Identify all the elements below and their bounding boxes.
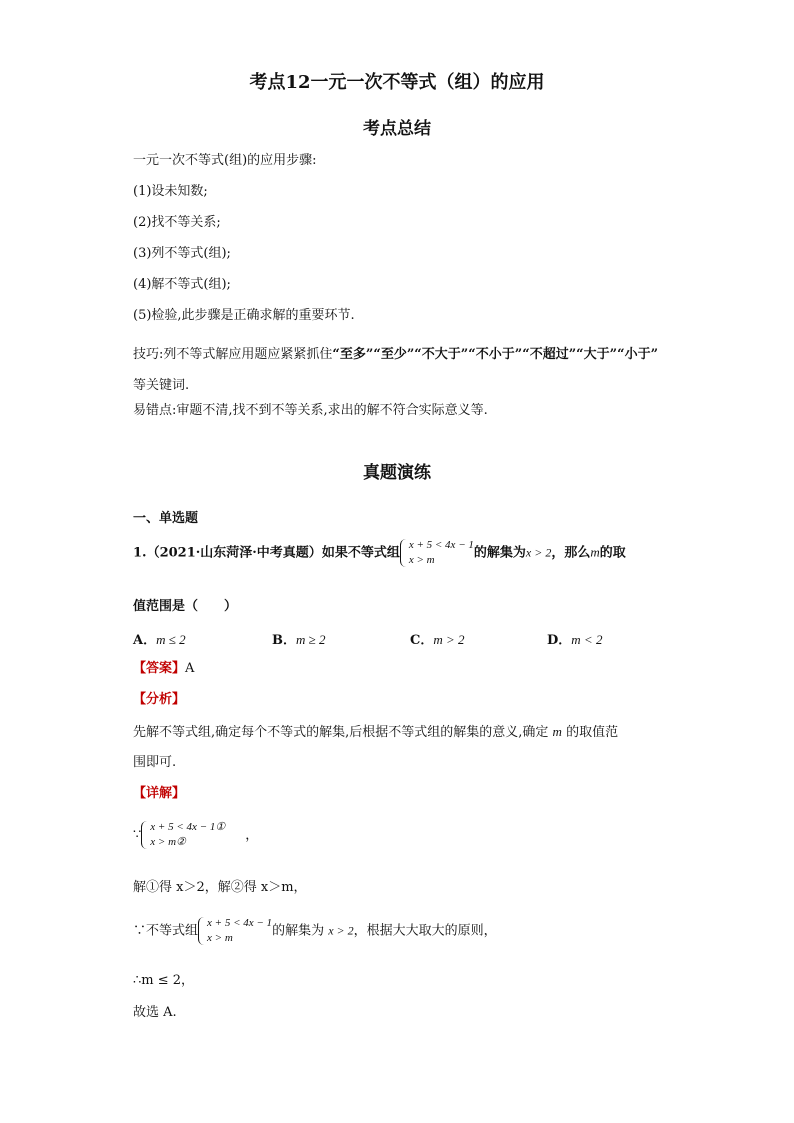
summary-errors: 易错点:审题不清,找不到不等关系,求出的解不符合实际意义等. [133,403,488,418]
section-heading-practice: 真题演练 [363,463,431,483]
answer-tag: 【答案】 [133,661,186,676]
option-c: C．m > 2 [410,632,465,648]
summary-tips [133,339,673,401]
analysis-tag: 【分析】 [133,692,186,707]
summary-step-2: (2)找不等关系; [133,215,221,230]
question-stem-b: 的解集为 [473,545,526,561]
summary-step-3: (3)列不等式(组); [133,246,231,261]
tips-keywords: “至多”“至少”“不大于”“不小于”“不超过”“大于”“小于” [332,347,659,362]
detail-system-1: ∵ x + 5 < 4x − 1① x > m② ， [133,821,259,848]
option-d: D．m < 2 [547,632,603,648]
section-heading-summary: 考点总结 [363,119,431,139]
detail-therefore: ∴m ≤ 2， [133,973,195,988]
detail-inequality-system-2: x + 5 < 4x − 1 x > m [198,916,272,946]
sys-line-2: x > m [408,554,435,566]
tips-suffix: 等关键词. [133,378,190,393]
analysis-line-1: 先解不等式组,确定每个不等式的解集,后根据不等式组的解集的意义,确定 m 的取值范 [133,724,619,740]
summary-intro: 一元一次不等式(组)的应用步骤: [133,153,317,168]
question-number: 1. [133,545,147,561]
detail-choose: 故选 A. [133,1005,177,1020]
answer-line [133,660,194,678]
question-stem-c: ，那么 [551,545,591,561]
page-title: 考点12一元一次不等式（组）的应用 [249,72,545,93]
answer-value: A [185,661,195,676]
question-source: （2021·山东菏泽·中考真题） [146,545,322,561]
option-a: A．m ≤ 2 [133,632,186,648]
part-heading: 一、单选题 [133,511,199,526]
summary-step-1: (1)设未知数; [133,184,208,199]
detail-inequality-system-1: x + 5 < 4x − 1① x > m② [141,820,225,850]
question-1 [133,538,626,568]
options-row [133,629,673,649]
summary-step-4: (4)解不等式(组); [133,277,231,292]
analysis-line-2: 围即可. [133,755,177,770]
question-stem-a: 如果不等式组 [321,545,400,561]
question-condition: x > 2 [525,545,552,560]
tips-prefix: 技巧:列不等式解应用题应紧紧抓住 [133,347,333,362]
question-inequality-system [400,538,474,568]
detail-solve: 解①得 x＞2，解②得 x＞m， [133,880,307,895]
option-b: B．m ≥ 2 [272,632,326,648]
question-var: m [590,544,600,560]
sys-line-1: x + 5 < 4x − 1 [408,539,474,551]
question-stem-d: 的取 [599,545,626,561]
detail-system-2: ∵不等式组 x + 5 < 4x − 1 x > m 的解集为 x > 2，根据大大取大的原则， [133,917,497,944]
summary-step-5: (5)检验,此步骤是正确求解的重要环节. [133,308,355,323]
question-stem-e: 值范围是（ ） [133,599,238,614]
detail-tag: 【详解】 [133,786,186,801]
